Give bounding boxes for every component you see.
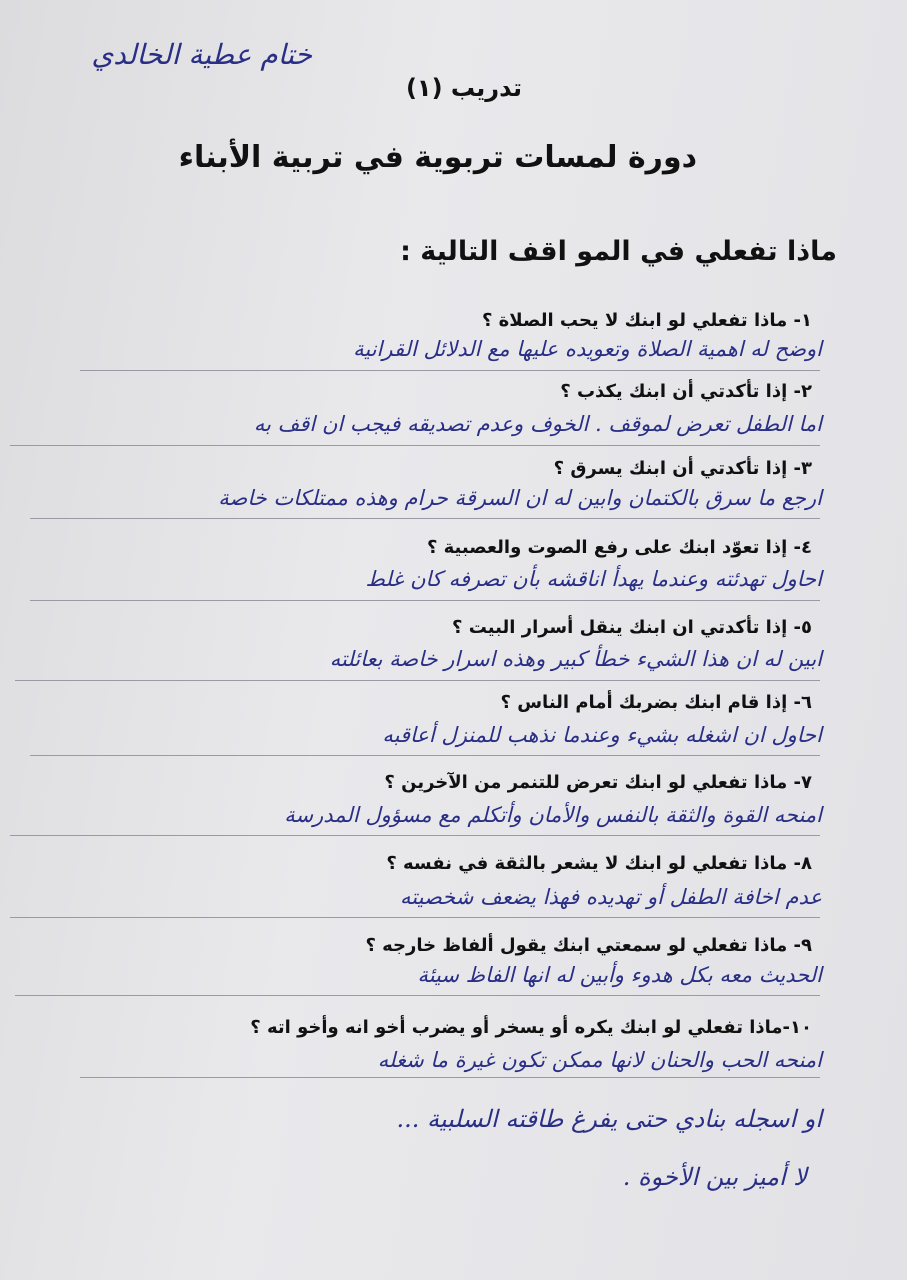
answer-10-continued: او اسجله بنادي حتى يفرغ طاقته السلبية ...	[396, 1105, 822, 1133]
question-1: ١- ماذا تفعلي لو ابنك لا يحب الصلاة ؟	[481, 310, 812, 331]
answer-10-continued-2: لا أميز بين الأخوة .	[622, 1163, 807, 1191]
answer-line	[80, 1077, 820, 1078]
student-name: ختام عطية الخالدي	[91, 38, 312, 71]
answer-line	[15, 995, 820, 996]
section-heading: ماذا تفعلي في المو اقف التالية :	[400, 236, 837, 267]
answer-2: اما الطفل تعرض لموقف . الخوف وعدم تصديقه فيجب ان اقف به	[253, 412, 822, 436]
answer-6: احاول ان اشغله بشيء وعندما نذهب للمنزل أعاقبه	[382, 723, 822, 747]
answer-10: امنحه الحب والحنان لانها ممكن تكون غيرة ما شغله	[377, 1048, 822, 1072]
answer-line	[10, 835, 820, 836]
question-5: ٥- إذا تأكدتي ان ابنك ينقل أسرار البيت ؟	[452, 617, 812, 638]
answer-4: احاول تهدئته وعندما يهدأ اناقشه بأن تصرفه كان غلط	[365, 567, 822, 591]
answer-5: ابين له ان هذا الشيء خطأ كبير وهذه اسرار خاصة بعائلته	[329, 647, 822, 671]
answer-line	[30, 755, 820, 756]
answer-line	[80, 370, 820, 371]
answer-7: امنحه القوة والثقة بالنفس والأمان وأتكلم مع مسؤول المدرسة	[284, 803, 822, 827]
answer-1: اوضح له اهمية الصلاة وتعويده عليها مع الدلائل القرانية	[353, 337, 822, 361]
question-3: ٣- إذا تأكدتي أن ابنك يسرق ؟	[553, 458, 812, 479]
training-label: تدريب (١)	[405, 74, 522, 102]
answer-line	[30, 600, 820, 601]
question-9: ٩- ماذا تفعلي لو سمعتي ابنك يقول ألفاظ خارجه ؟	[365, 935, 812, 956]
answer-line	[30, 518, 820, 519]
answer-9: الحديث معه بكل هدوء وأبين له انها الفاظ سيئة	[417, 963, 822, 987]
question-10: ١٠-ماذا تفعلي لو ابنك يكره أو يسخر أو يضرب أخو انه وأخو اته ؟	[250, 1017, 812, 1038]
answer-8: عدم اخافة الطفل أو تهديده فهذا يضعف شخصيته	[400, 885, 822, 909]
question-6: ٦- إذا قام ابنك بضربك أمام الناس ؟	[500, 692, 812, 713]
course-title: دورة لمسات تربوية في تربية الأبناء	[178, 140, 697, 175]
answer-line	[15, 680, 820, 681]
question-8: ٨- ماذا تفعلي لو ابنك لا يشعر بالثقة في نفسه ؟	[386, 853, 812, 874]
answer-line	[10, 917, 820, 918]
answer-line	[10, 445, 820, 446]
question-2: ٢- إذا تأكدتي أن ابنك يكذب ؟	[560, 381, 812, 402]
question-4: ٤- إذا تعوّد ابنك على رفع الصوت والعصبية ؟	[426, 537, 812, 558]
answer-3: ارجع ما سرق بالكتمان وابين له ان السرقة حرام وهذه ممتلكات خاصة	[218, 486, 822, 510]
question-7: ٧- ماذا تفعلي لو ابنك تعرض للتنمر من الآخرين ؟	[384, 772, 812, 793]
